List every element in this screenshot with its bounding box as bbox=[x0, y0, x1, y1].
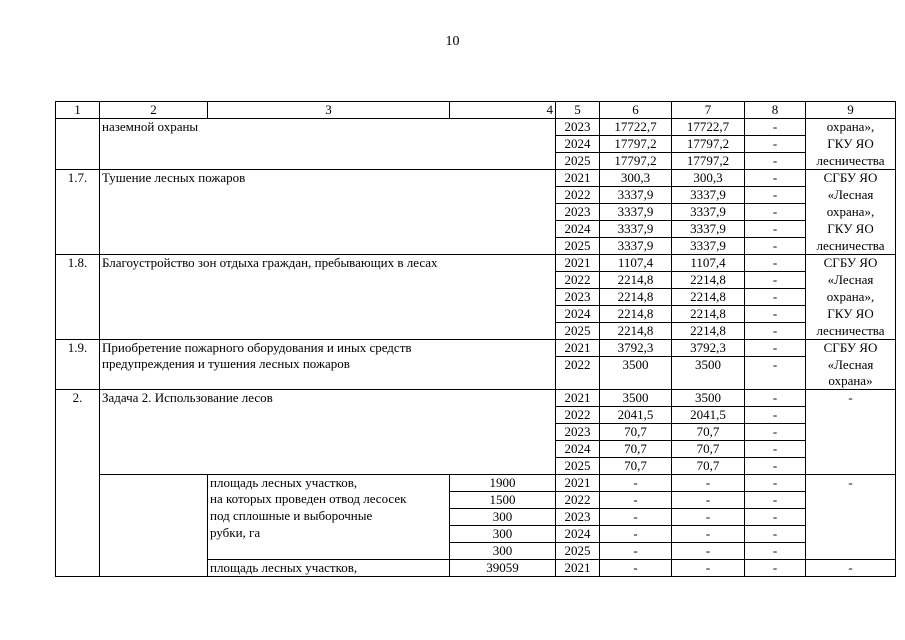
executor-cell: ГКУ ЯО bbox=[806, 306, 896, 323]
executor-cell: охрана» bbox=[806, 373, 896, 390]
value-cell: - bbox=[745, 323, 806, 340]
value-cell: 2214,8 bbox=[672, 289, 745, 306]
value-cell: 3337,9 bbox=[672, 238, 745, 255]
value-cell: 3337,9 bbox=[600, 204, 672, 221]
year-cell: 2023 bbox=[556, 119, 600, 136]
value-cell: 3337,9 bbox=[672, 187, 745, 204]
indicator-value: 300 bbox=[450, 525, 556, 542]
value-cell: - bbox=[745, 306, 806, 323]
executor-cell: охрана», bbox=[806, 289, 896, 306]
item-description: Благоустройство зон отдыха граждан, пребывающих в лесах bbox=[100, 255, 556, 340]
indicator-value: 39059 bbox=[450, 559, 556, 576]
value-cell: 3500 bbox=[672, 389, 745, 406]
year-cell: 2025 bbox=[556, 542, 600, 559]
value-cell: 70,7 bbox=[672, 457, 745, 474]
value-cell: 1107,4 bbox=[672, 255, 745, 272]
value-cell: 3500 bbox=[600, 357, 672, 390]
value-cell: - bbox=[745, 272, 806, 289]
year-cell: 2021 bbox=[556, 474, 600, 491]
indicator-text: площадь лесных участков, bbox=[208, 559, 450, 576]
header-cell: 8 bbox=[745, 102, 806, 119]
indicator-text: под сплошные и выборочные bbox=[208, 508, 450, 525]
indicator-text: на которых проведен отвод лесосек bbox=[208, 491, 450, 508]
executor-cell: охрана», bbox=[806, 119, 896, 136]
value-cell: 2214,8 bbox=[672, 306, 745, 323]
value-cell: - bbox=[672, 491, 745, 508]
executor-cell: - bbox=[806, 474, 896, 559]
value-cell: - bbox=[745, 542, 806, 559]
value-cell: 70,7 bbox=[600, 440, 672, 457]
value-cell: 17722,7 bbox=[672, 119, 745, 136]
header-cell: 4 bbox=[450, 102, 556, 119]
value-cell: - bbox=[745, 525, 806, 542]
value-cell: - bbox=[745, 119, 806, 136]
page-number: 10 bbox=[445, 34, 460, 49]
header-cell: 9 bbox=[806, 102, 896, 119]
year-cell: 2023 bbox=[556, 204, 600, 221]
value-cell: 2041,5 bbox=[600, 406, 672, 423]
indicator-value: 300 bbox=[450, 508, 556, 525]
value-cell: - bbox=[745, 136, 806, 153]
item-description: наземной охраны bbox=[100, 119, 556, 170]
value-cell: - bbox=[745, 457, 806, 474]
value-cell: - bbox=[672, 559, 745, 576]
value-cell: 3500 bbox=[672, 357, 745, 390]
executor-cell: лесничества bbox=[806, 153, 896, 170]
executor-cell: СГБУ ЯО bbox=[806, 170, 896, 187]
year-cell: 2021 bbox=[556, 389, 600, 406]
year-cell: 2024 bbox=[556, 306, 600, 323]
value-cell: 2214,8 bbox=[600, 289, 672, 306]
value-cell: 3337,9 bbox=[600, 187, 672, 204]
value-cell: 70,7 bbox=[672, 440, 745, 457]
year-cell: 2025 bbox=[556, 153, 600, 170]
year-cell: 2022 bbox=[556, 406, 600, 423]
value-cell: 3337,9 bbox=[600, 238, 672, 255]
header-cell: 5 bbox=[556, 102, 600, 119]
executor-cell: - bbox=[806, 389, 896, 474]
indicator-value: 1500 bbox=[450, 491, 556, 508]
value-cell: 2214,8 bbox=[600, 272, 672, 289]
value-cell: - bbox=[745, 423, 806, 440]
item-number: 1.8. bbox=[56, 255, 100, 340]
item-number bbox=[56, 119, 100, 170]
value-cell: 70,7 bbox=[672, 423, 745, 440]
value-cell: - bbox=[745, 440, 806, 457]
item-description-line: Приобретение пожарного оборудования и иных средств bbox=[102, 340, 412, 355]
value-cell: - bbox=[745, 255, 806, 272]
executor-cell: СГБУ ЯО bbox=[806, 340, 896, 357]
value-cell: - bbox=[600, 474, 672, 491]
executor-cell: «Лесная bbox=[806, 357, 896, 373]
value-cell: - bbox=[745, 238, 806, 255]
program-table bbox=[55, 101, 896, 577]
year-cell: 2023 bbox=[556, 508, 600, 525]
value-cell: 3337,9 bbox=[600, 221, 672, 238]
year-cell: 2021 bbox=[556, 170, 600, 187]
item-description: Задача 2. Использование лесов bbox=[100, 389, 556, 474]
value-cell: 17797,2 bbox=[672, 153, 745, 170]
year-cell: 2025 bbox=[556, 238, 600, 255]
table-row bbox=[56, 119, 896, 136]
value-cell: - bbox=[745, 204, 806, 221]
header-cell: 6 bbox=[600, 102, 672, 119]
value-cell: - bbox=[745, 474, 806, 491]
value-cell: - bbox=[745, 153, 806, 170]
value-cell: 3792,3 bbox=[672, 340, 745, 357]
year-cell: 2022 bbox=[556, 187, 600, 204]
value-cell: - bbox=[745, 289, 806, 306]
item-description: Тушение лесных пожаров bbox=[100, 170, 556, 255]
table-row bbox=[56, 474, 896, 491]
executor-cell: ГКУ ЯО bbox=[806, 136, 896, 153]
executor-cell: СГБУ ЯО bbox=[806, 255, 896, 272]
value-cell: - bbox=[672, 525, 745, 542]
value-cell: - bbox=[672, 474, 745, 491]
value-cell: - bbox=[745, 559, 806, 576]
year-cell: 2021 bbox=[556, 255, 600, 272]
executor-cell: - bbox=[806, 559, 896, 576]
indicator-text bbox=[208, 542, 450, 559]
executor-cell: «Лесная bbox=[806, 272, 896, 289]
executor-cell: охрана», bbox=[806, 204, 896, 221]
header-cell: 2 bbox=[100, 102, 208, 119]
indicator-value: 1900 bbox=[450, 474, 556, 491]
table-row bbox=[56, 340, 896, 357]
value-cell: 17722,7 bbox=[600, 119, 672, 136]
executor-cell: «Лесная bbox=[806, 187, 896, 204]
value-cell: - bbox=[600, 525, 672, 542]
value-cell: - bbox=[600, 559, 672, 576]
value-cell: 300,3 bbox=[672, 170, 745, 187]
year-cell: 2024 bbox=[556, 440, 600, 457]
value-cell: 3500 bbox=[600, 389, 672, 406]
value-cell: 2214,8 bbox=[672, 323, 745, 340]
value-cell: 2214,8 bbox=[600, 306, 672, 323]
table-row bbox=[56, 170, 896, 187]
header-cell: 1 bbox=[56, 102, 100, 119]
year-cell: 2022 bbox=[556, 272, 600, 289]
year-cell: 2021 bbox=[556, 559, 600, 576]
item-number: 1.9. bbox=[56, 340, 100, 390]
item-description bbox=[100, 340, 556, 390]
value-cell: 2214,8 bbox=[600, 323, 672, 340]
executor-cell: лесничества bbox=[806, 323, 896, 340]
indicator-empty bbox=[100, 474, 208, 576]
executor-cell: ГКУ ЯО bbox=[806, 221, 896, 238]
value-cell: - bbox=[745, 357, 806, 390]
year-cell: 2025 bbox=[556, 457, 600, 474]
value-cell: 17797,2 bbox=[600, 153, 672, 170]
value-cell: 2041,5 bbox=[672, 406, 745, 423]
executor-cell: лесничества bbox=[806, 238, 896, 255]
value-cell: 1107,4 bbox=[600, 255, 672, 272]
value-cell: 17797,2 bbox=[672, 136, 745, 153]
table-row bbox=[56, 389, 896, 406]
value-cell: 3792,3 bbox=[600, 340, 672, 357]
item-number: 2. bbox=[56, 389, 100, 576]
value-cell: 3337,9 bbox=[672, 204, 745, 221]
year-cell: 2021 bbox=[556, 340, 600, 357]
value-cell: - bbox=[745, 221, 806, 238]
header-row bbox=[56, 102, 896, 119]
year-cell: 2025 bbox=[556, 323, 600, 340]
value-cell: - bbox=[600, 491, 672, 508]
value-cell: - bbox=[600, 542, 672, 559]
value-cell: - bbox=[745, 491, 806, 508]
indicator-text: площадь лесных участков, bbox=[208, 474, 450, 491]
value-cell: 70,7 bbox=[600, 457, 672, 474]
indicator-text: рубки, га bbox=[208, 525, 450, 542]
year-cell: 2024 bbox=[556, 525, 600, 542]
year-cell: 2022 bbox=[556, 491, 600, 508]
year-cell: 2022 bbox=[556, 357, 600, 390]
year-cell: 2023 bbox=[556, 423, 600, 440]
item-description-line: предупреждения и тушения лесных пожаров bbox=[102, 356, 350, 371]
year-cell: 2024 bbox=[556, 136, 600, 153]
value-cell: - bbox=[745, 187, 806, 204]
value-cell: 300,3 bbox=[600, 170, 672, 187]
value-cell: - bbox=[745, 340, 806, 357]
year-cell: 2024 bbox=[556, 221, 600, 238]
value-cell: 3337,9 bbox=[672, 221, 745, 238]
value-cell: - bbox=[672, 542, 745, 559]
value-cell: 17797,2 bbox=[600, 136, 672, 153]
table-row bbox=[56, 255, 896, 272]
value-cell: 70,7 bbox=[600, 423, 672, 440]
indicator-value: 300 bbox=[450, 542, 556, 559]
value-cell: - bbox=[672, 508, 745, 525]
header-cell: 3 bbox=[208, 102, 450, 119]
header-cell: 7 bbox=[672, 102, 745, 119]
value-cell: - bbox=[600, 508, 672, 525]
value-cell: - bbox=[745, 170, 806, 187]
value-cell: - bbox=[745, 389, 806, 406]
year-cell: 2023 bbox=[556, 289, 600, 306]
item-number: 1.7. bbox=[56, 170, 100, 255]
value-cell: - bbox=[745, 508, 806, 525]
value-cell: 2214,8 bbox=[672, 272, 745, 289]
value-cell: - bbox=[745, 406, 806, 423]
